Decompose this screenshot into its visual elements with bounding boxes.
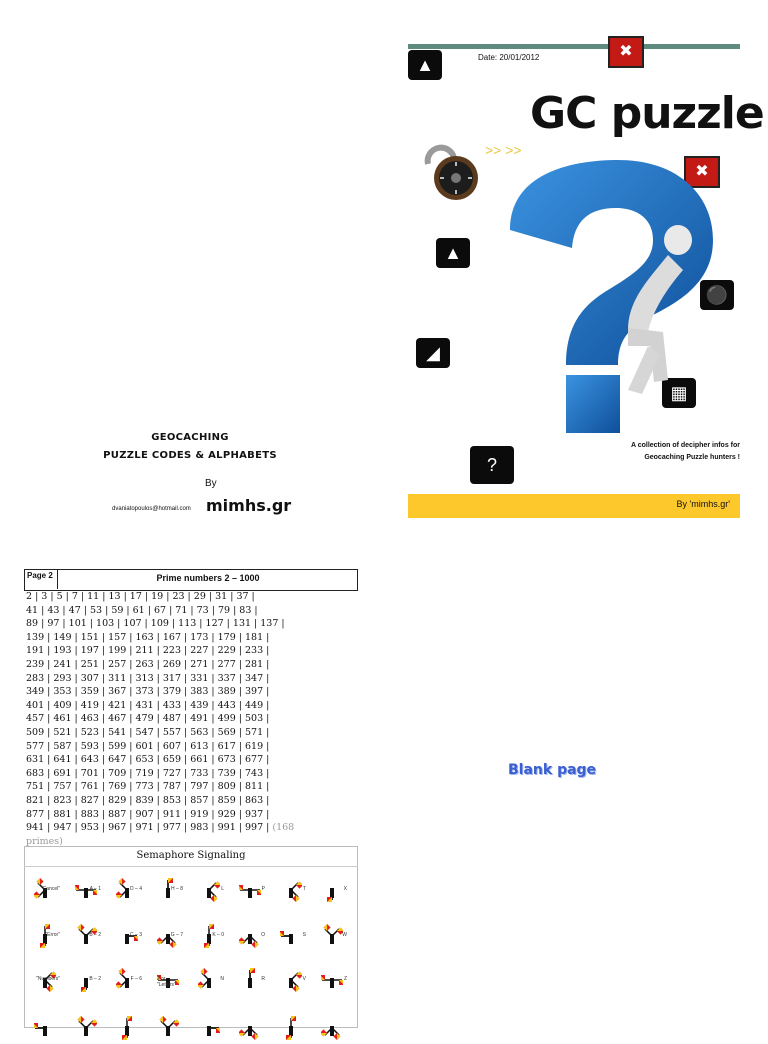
semaphore-figure — [34, 922, 60, 952]
cover-title-line1: GEOCACHING — [151, 432, 229, 443]
semaphore-figure — [280, 876, 306, 906]
gc-puzzle-title: GC puzzle — [530, 88, 764, 139]
semaphore-figure — [75, 922, 101, 952]
arrows-decoration: >> >> — [485, 142, 522, 158]
semaphore-flags — [239, 876, 261, 906]
page-label: Page 2 — [24, 569, 58, 589]
semaphore-flags — [34, 1014, 56, 1044]
prime-row: 41 | 43 | 47 | 53 | 59 | 61 | 67 | 71 | 73 | 79 | 83 | — [26, 604, 258, 616]
collection-text-line1: A collection of decipher infos for — [630, 442, 740, 449]
semaphore-letter: W — [342, 932, 347, 938]
combination-lock-icon — [414, 140, 482, 202]
no-water-icon: ✖ — [684, 156, 720, 188]
semaphore-figure — [116, 966, 142, 996]
semaphore-letter: D – 4 — [130, 886, 142, 892]
prime-count-note: (168 — [272, 822, 295, 834]
atv-icon: ⚫ — [700, 280, 734, 310]
prime-row: 139 | 149 | 151 | 157 | 163 | 167 | 173 | 179 | 181 | — [26, 631, 270, 643]
semaphore-figure — [239, 876, 265, 906]
top-rule — [408, 44, 740, 49]
semaphore-letter: K – 0 — [212, 932, 224, 938]
prime-row: 877 | 881 | 883 | 887 | 907 | 911 | 919 | 929 | 937 | — [26, 808, 270, 820]
prime-row — [26, 821, 358, 835]
no-campfire-icon: ✖ — [608, 36, 644, 68]
semaphore-figure — [321, 876, 347, 906]
prime-row: 89 | 97 | 101 | 103 | 107 | 109 | 113 | 127 | 131 | 137 | — [26, 618, 285, 630]
semaphore-figure — [280, 922, 306, 952]
semaphore-flags — [157, 1014, 179, 1044]
semaphore-flags — [280, 922, 302, 952]
semaphore-flags — [198, 876, 220, 906]
prime-row: 349 | 353 | 359 | 367 | 373 | 379 | 383 | 389 | 397 | — [26, 686, 270, 698]
semaphore-flags — [239, 922, 261, 952]
author-email: dvaniatopoulos@hotmail.com — [112, 506, 191, 512]
prime-row: 577 | 587 | 593 | 599 | 601 | 607 | 613 | 617 | 619 | — [26, 740, 270, 752]
semaphore-flags — [321, 876, 343, 906]
prime-count-note2: primes) — [26, 835, 63, 847]
semaphore-flags — [321, 922, 343, 952]
semaphore-figure — [321, 966, 347, 996]
climbing-icon: ▲ — [408, 50, 442, 80]
semaphore-letter: G – 7 — [170, 932, 183, 938]
semaphore-figure — [198, 966, 224, 996]
semaphore-figure — [34, 966, 60, 996]
semaphore-flags — [280, 876, 302, 906]
semaphore-letter: B – 2 — [89, 932, 101, 938]
semaphore-figure — [34, 1014, 60, 1044]
semaphore-figure — [116, 922, 142, 952]
cover-title-line2: PUZZLE CODES & ALPHABETS — [103, 450, 277, 461]
semaphore-figure — [157, 1014, 183, 1044]
tunnel-icon: ◢ — [416, 338, 450, 368]
prime-row: 191 | 193 | 197 | 199 | 211 | 223 | 227 | 229 | 233 | — [26, 645, 270, 657]
semaphore-letter: S — [302, 932, 306, 938]
semaphore-letter: O — [261, 932, 265, 938]
semaphore-flags — [280, 1014, 302, 1044]
prime-row: 401 | 409 | 419 | 421 | 431 | 433 | 439 | 443 | 449 | — [26, 699, 270, 711]
semaphore-letter: C – 3 — [130, 932, 142, 938]
prime-row: 821 | 823 | 827 | 829 | 839 | 853 | 857 | 859 | 863 | — [26, 794, 270, 806]
semaphore-figure — [321, 922, 347, 952]
semaphore-figure — [75, 1014, 101, 1044]
semaphore-divider — [24, 866, 358, 867]
semaphore-letter: "Error" — [45, 932, 60, 938]
semaphore-letter: L — [221, 886, 224, 892]
prime-row: 283 | 293 | 307 | 311 | 313 | 317 | 331 | 337 | 347 | — [26, 672, 270, 684]
semaphore-letter: F – 6 — [130, 976, 142, 982]
prime-row: 457 | 461 | 463 | 467 | 479 | 487 | 491 | 499 | 503 | — [26, 713, 270, 725]
semaphore-flags — [75, 1014, 97, 1044]
semaphore-flags — [321, 966, 343, 996]
semaphore-letter: "Cancel" — [40, 886, 60, 892]
semaphore-letter: R — [261, 976, 265, 982]
semaphore-letter: T — [302, 886, 306, 892]
semaphore-figure — [157, 922, 183, 952]
semaphore-letter: X — [343, 886, 347, 892]
prime-row: 683 | 691 | 701 | 709 | 719 | 727 | 733 | 739 | 743 | — [26, 767, 270, 779]
semaphore-figure — [34, 876, 60, 906]
semaphore-figure — [157, 966, 183, 996]
semaphore-flags — [239, 1014, 261, 1044]
primes-table — [26, 590, 358, 848]
semaphore-figure — [75, 876, 101, 906]
semaphore-figure — [198, 922, 224, 952]
wading-icon: ▲ — [436, 238, 470, 268]
semaphore-figure — [280, 1014, 306, 1044]
semaphore-figure — [116, 1014, 142, 1044]
semaphore-figure — [239, 1014, 265, 1044]
collection-text-line2: Geocaching Puzzle hunters ! — [644, 454, 740, 461]
semaphore-letter: P — [261, 886, 265, 892]
semaphore-figure — [239, 966, 265, 996]
prime-row: 239 | 241 | 251 | 257 | 263 | 269 | 271 | 277 | 281 | — [26, 658, 270, 670]
author-brand: mimhs.gr — [206, 496, 292, 515]
semaphore-figure — [198, 876, 224, 906]
cover-date: Date: 20/01/2012 — [478, 53, 540, 62]
semaphore-letter: V — [302, 976, 306, 982]
prime-row: 509 | 521 | 523 | 541 | 547 | 557 | 563 | 569 | 571 | — [26, 726, 270, 738]
semaphore-flags — [198, 966, 220, 996]
bench-icon: ▦ — [662, 378, 696, 408]
semaphore-figure — [116, 876, 142, 906]
semaphore-figure — [75, 966, 101, 996]
semaphore-figure — [198, 1014, 224, 1044]
prime-row: 2 | 3 | 5 | 7 | 11 | 13 | 17 | 19 | 23 | 29 | 31 | 37 | — [26, 591, 255, 602]
semaphore-flags — [239, 966, 261, 996]
semaphore-letter: N — [220, 976, 224, 982]
semaphore-figure — [321, 1014, 347, 1044]
blank-page-label: Blank page — [508, 762, 597, 778]
semaphore-flags — [280, 966, 302, 996]
puzzle-icon: ? — [470, 446, 514, 484]
semaphore-figure — [280, 966, 306, 996]
cover-by: By — [205, 478, 217, 489]
semaphore-letter: "Numbers" — [36, 976, 60, 982]
semaphore-flags — [198, 1014, 220, 1044]
prime-row: 631 | 641 | 643 | 647 | 653 | 659 | 661 | 673 | 677 | — [26, 754, 270, 766]
semaphore-letter: H – 8 — [171, 886, 183, 892]
footer-by: By 'mimhs.gr' — [676, 499, 730, 509]
semaphore-letter: J or "Letters" — [157, 976, 176, 988]
semaphore-letter: Z — [343, 976, 347, 982]
semaphore-figure — [239, 922, 265, 952]
semaphore-flags — [321, 1014, 343, 1044]
question-mark-figure — [478, 150, 740, 440]
semaphore-letter: B – 2 — [89, 976, 101, 982]
semaphore-flags — [116, 1014, 138, 1044]
semaphore-figure — [157, 876, 183, 906]
semaphore-letter: A – 1 — [89, 886, 101, 892]
semaphore-title: Semaphore Signaling — [136, 850, 246, 861]
prime-row: 751 | 757 | 761 | 769 | 773 | 787 | 797 | 809 | 811 | — [26, 781, 270, 793]
primes-title: Prime numbers 2 – 1000 — [156, 573, 260, 583]
prime-row-text: 941 | 947 | 953 | 967 | 971 | 977 | 983 | 991 | 997 | — [26, 822, 270, 834]
